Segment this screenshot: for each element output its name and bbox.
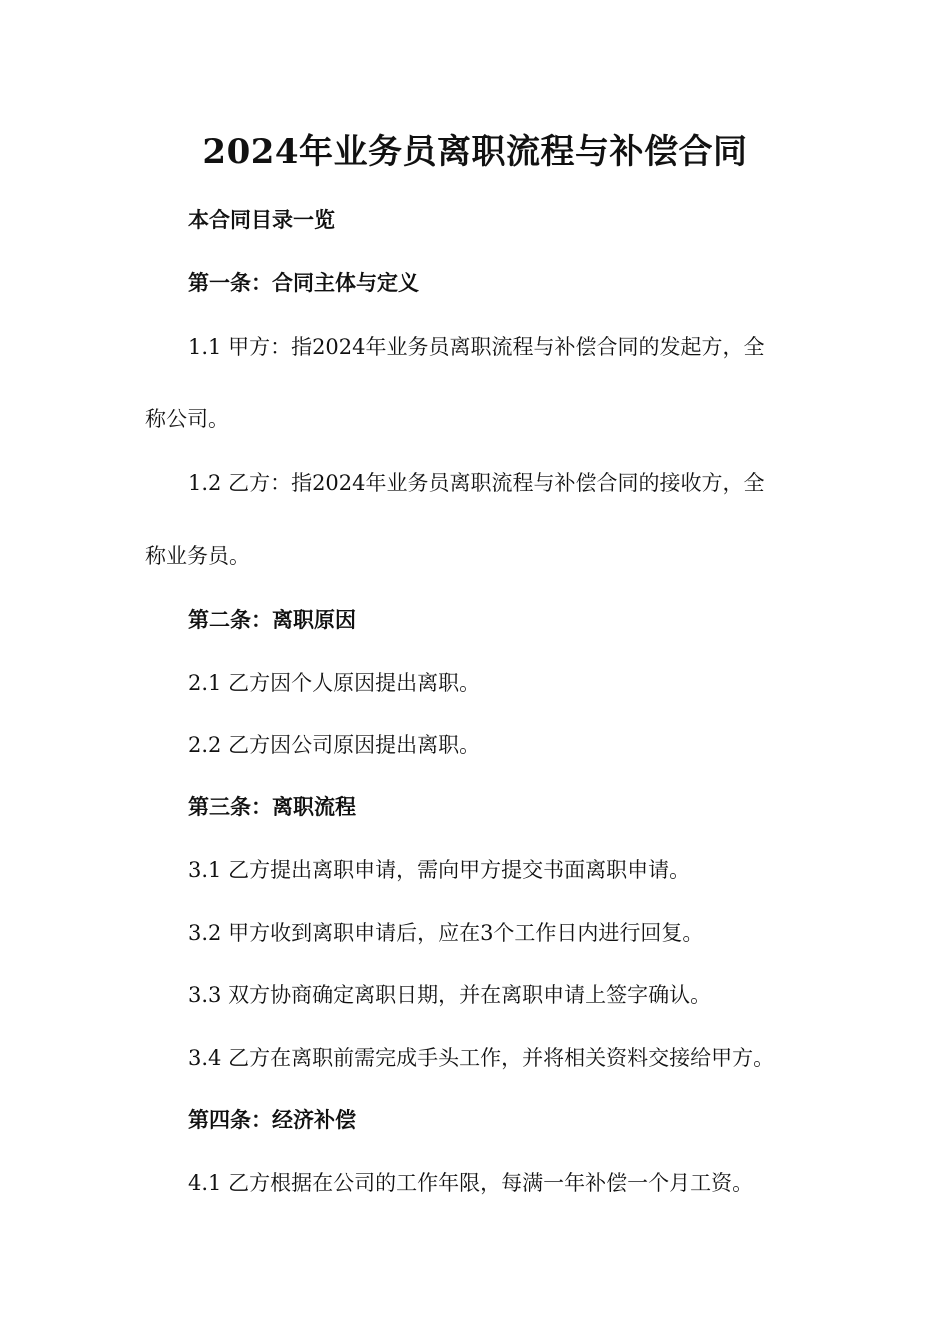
clause-2-1: 2.1 乙方因个人原因提出离职。: [188, 671, 481, 695]
clause-1-1-continuation: 称公司。: [145, 407, 229, 431]
clause-1-1: 1.1 甲方：指2024年业务员离职流程与补偿合同的发起方，全: [188, 335, 765, 359]
clause-3-3: 3.3 双方协商确定离职日期，并在离职申请上签字确认。: [188, 983, 712, 1007]
clause-3-2: 3.2 甲方收到离职申请后，应在3个工作日内进行回复。: [188, 921, 704, 945]
document-title: 2024年业务员离职流程与补偿合同: [202, 132, 748, 172]
clause-4-1: 4.1 乙方根据在公司的工作年限，每满一年补偿一个月工资。: [188, 1171, 754, 1195]
section-1-heading: 第一条：合同主体与定义: [188, 270, 419, 295]
toc-heading: 本合同目录一览: [188, 207, 335, 232]
section-2-heading: 第二条：离职原因: [188, 607, 356, 632]
clause-3-1: 3.1 乙方提出离职申请，需向甲方提交书面离职申请。: [188, 858, 691, 882]
section-4-heading: 第四条：经济补偿: [188, 1107, 356, 1132]
clause-1-2: 1.2 乙方：指2024年业务员离职流程与补偿合同的接收方，全: [188, 471, 765, 495]
clause-2-2: 2.2 乙方因公司原因提出离职。: [188, 733, 481, 757]
clause-3-4: 3.4 乙方在离职前需完成手头工作，并将相关资料交接给甲方。: [188, 1046, 775, 1070]
clause-1-2-continuation: 称业务员。: [145, 544, 250, 568]
section-3-heading: 第三条：离职流程: [188, 794, 356, 819]
